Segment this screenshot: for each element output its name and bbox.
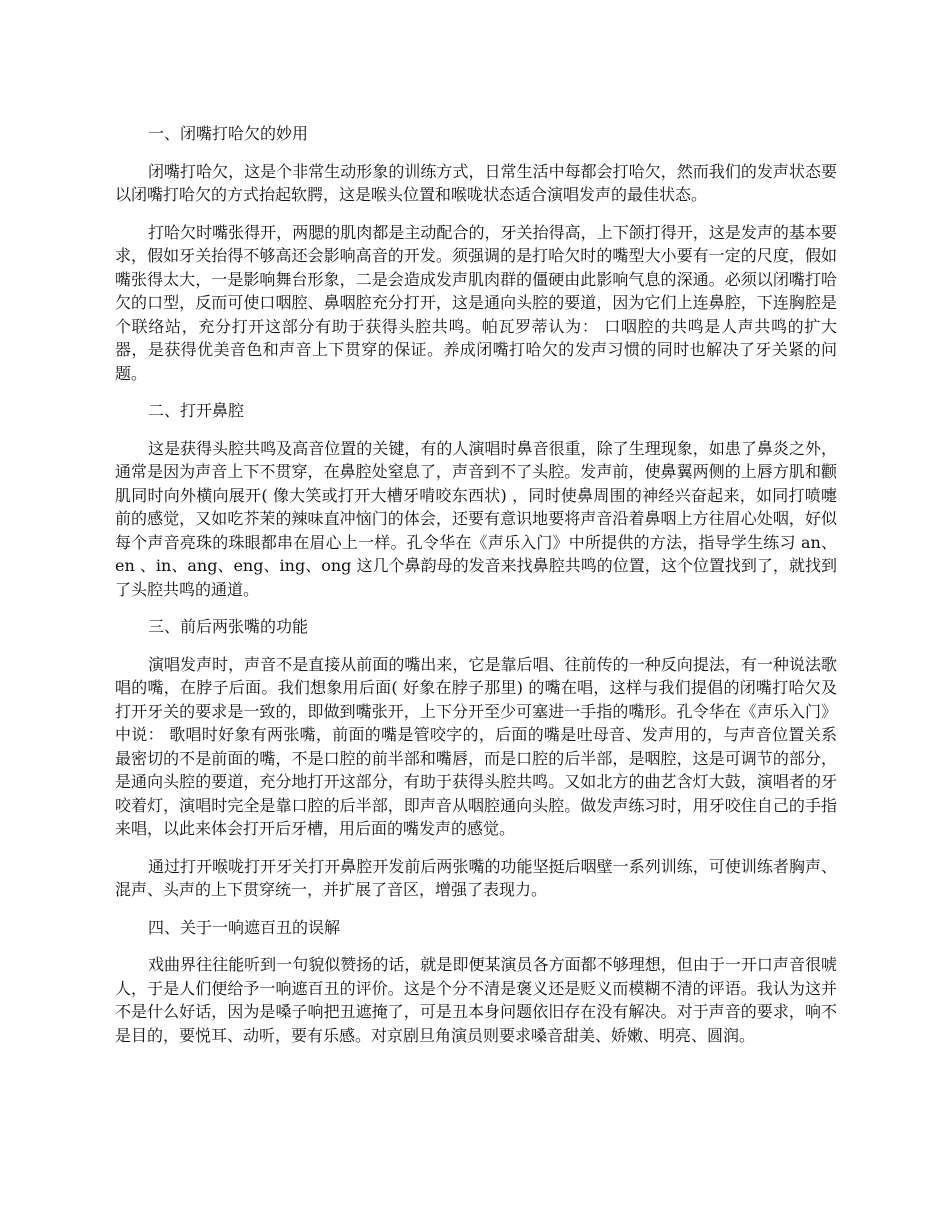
section-heading: 二、打开鼻腔 (148, 401, 245, 420)
paragraph: 这是获得头腔共鸣及高音位置的关键，有的人演唱时鼻音很重，除了生理现象，如患了鼻炎之外，通常是因为声音上下不贯穿，在鼻腔处窒息了，声音到不了头腔。发声前，使鼻翼两侧的上唇方肌和颧肌同时向外横向展开( 像大笑或打开大槽牙啃咬东西状) ，同时使鼻周围的神经兴奋起来，如同打喷嚏前的感觉，又如吃芥茉的辣味直冲恼门的体会，还要有意识地要将声音沿着鼻咽上方往眉心处咽，好似每个声音亮珠的珠眼都串在眉心上一样。孔令华在《声乐入门》中所提供的方法，指导学生练习 an、en 、in、ang、eng、ing、ong 这几个鼻韵母的发音来找鼻腔共鸣的位置，这个位置找到了，就找到了头腔共鸣的通道。 (115, 438, 837, 599)
section-1 (115, 122, 837, 385)
section-heading: 一、闭嘴打哈欠的妙用 (148, 124, 309, 143)
section-heading: 三、前后两张嘴的功能 (148, 617, 309, 636)
section-3 (115, 615, 837, 902)
section-4 (115, 916, 837, 1048)
paragraph: 通过打开喉咙打开牙关打开鼻腔开发前后两张嘴的功能坚挺后咽壁一系列训练，可使训练者胸声、混声、头声的上下贯穿统一，并扩展了音区，增强了表现力。 (115, 856, 837, 899)
paragraph: 闭嘴打哈欠，这是个非常生动形象的训练方式，日常生活中每都会打哈欠，然而我们的发声状态要以闭嘴打哈欠的方式抬起软腭，这是喉头位置和喉咙状态适合演唱发声的最佳状态。 (115, 161, 837, 204)
article-body (115, 122, 837, 1061)
paragraph: 戏曲界往往能听到一句貌似赞扬的话，就是即便某演员各方面都不够理想，但由于一开口声音很唬人，于是人们便给予一响遮百丑的评价。这是个分不清是褒义还是贬义而模糊不清的评语。我认为这并不是什么好话，因为是嗓子响把丑遮掩了，可是丑本身问题依旧存在没有解决。对于声音的要求，响不是目的，要悦耳、动听，要有乐感。对京剧旦角演员则要求嗓音甜美、娇嫩、明亮、圆润。 (115, 955, 837, 1045)
section-2 (115, 399, 837, 601)
section-heading: 四、关于一响遮百丑的误解 (148, 917, 341, 937)
paragraph: 演唱发声时，声音不是直接从前面的嘴出来，它是靠后唱、往前传的一种反向提法，有一种说法歌唱的嘴，在脖子后面。我们想象用后面( 好象在脖子那里) 的嘴在唱，这样与我们提倡的闭嘴打哈欠及打开牙关的要求是一致的，即做到嘴张开，上下分开至少可塞进一手指的嘴形。孔令华在《声乐入门》中说： 歌唱时好象有两张嘴，前面的嘴是管咬字的，后面的嘴是吐母音、发声用的，与声音位置关系最密切的不是前面的嘴，不是口腔的前半部和嘴唇，而是口腔的后半部，是咽腔，这是可调节的部分，是通向头腔的要道，充分地打开这部分，有助于获得头腔共鸣。又如北方的曲艺含灯大鼓，演唱者的牙咬着灯，演唱时完全是靠口腔的后半部，即声音从咽腔通向头腔。做发声练习时，用牙咬住自己的手指来唱，以此来体会打开后牙槽，用后面的嘴发声的感觉。 (115, 654, 837, 838)
paragraph: 打哈欠时嘴张得开，两腮的肌肉都是主动配合的，牙关抬得高，上下颌打得开，这是发声的基本要求，假如牙关抬得不够高还会影响高音的开发。须强调的是打哈欠时的嘴型大小要有一定的尺度，假如嘴张得太大，一是影响舞台形象，二是会造成发声肌肉群的僵硬由此影响气息的深通。必须以闭嘴打哈欠的口型，反而可使口咽腔、鼻咽腔充分打开，这是通向头腔的要道，因为它们上连鼻腔，下连胸腔是个联络站，充分打开这部分有助于获得头腔共鸣。帕瓦罗蒂认为： 口咽腔的共鸣是人声共鸣的扩大器，是获得优美音色和声音上下贯穿的保证。养成闭嘴打哈欠的发声习惯的同时也解决了牙关紧的问题。 (115, 222, 837, 383)
